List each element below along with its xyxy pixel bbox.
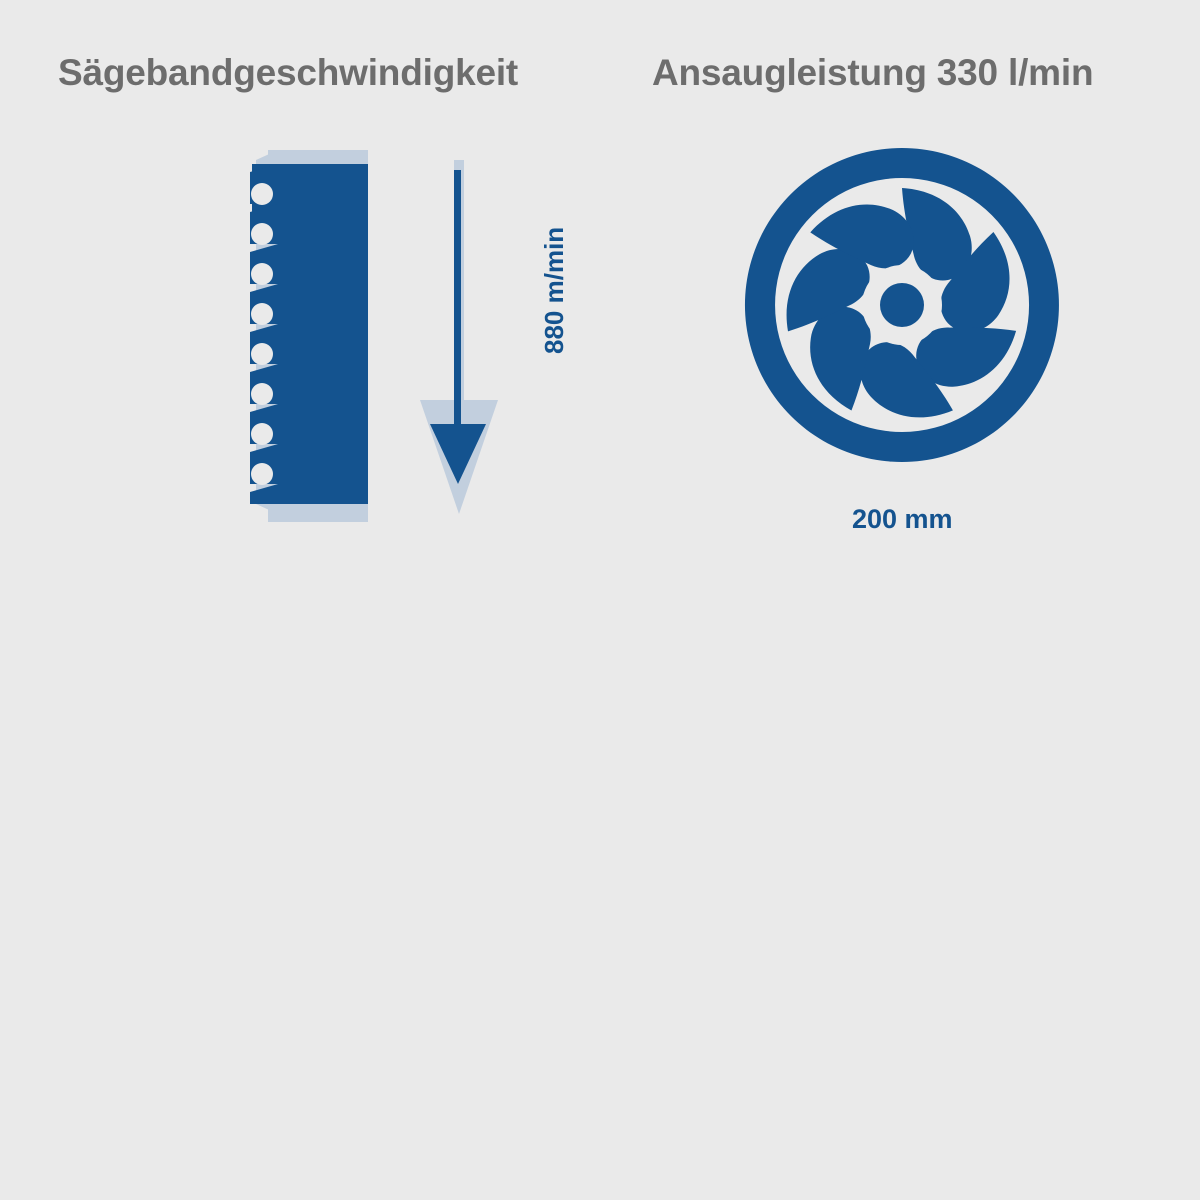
speed-value-label: 880 m/min <box>539 226 569 354</box>
fan-wheel-graphic <box>742 140 1062 470</box>
fan-diameter-label: 200 mm <box>852 504 953 534</box>
down-arrow-icon <box>430 170 486 484</box>
saw-blade-icon <box>250 164 368 504</box>
panel-title-saw-band-speed: Sägebandgeschwindigkeit <box>58 52 519 93</box>
fan-wheel-icon <box>745 148 1059 462</box>
panel-title-suction-power: Ansaugleistung 330 l/min <box>652 52 1094 93</box>
saw-band-speed-graphic <box>238 142 578 562</box>
